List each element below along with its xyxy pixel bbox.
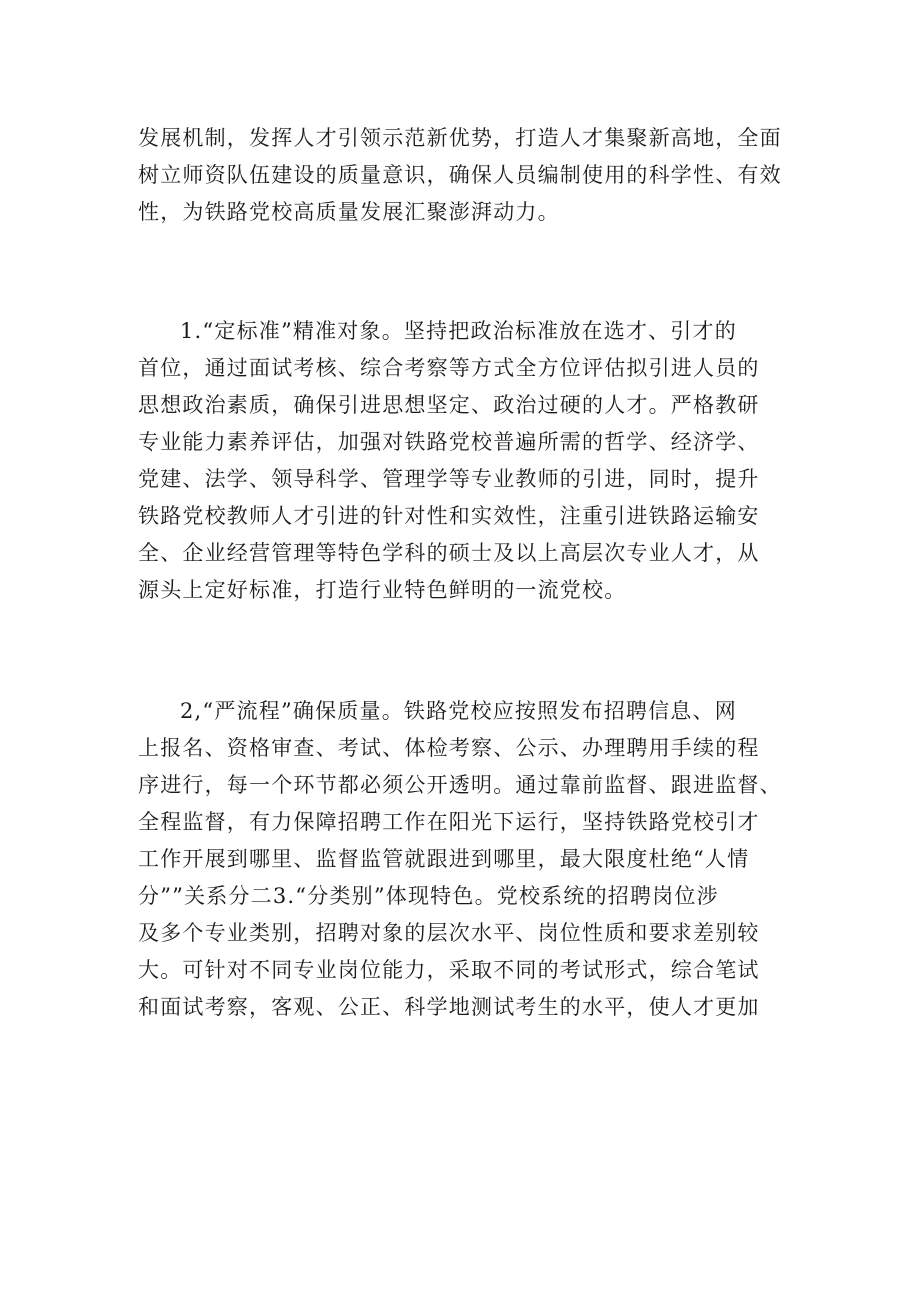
text-line: 1.“定标准”精准对象。坚持把政治标准放在选才、引才的 [180, 319, 737, 343]
text-line: 铁路党校教师人才引进的针对性和实效性，注重引进铁路运输安 [138, 504, 760, 528]
text-line: 性，为铁路党校高质量发展汇聚澎湃动力。 [138, 200, 560, 224]
text-line: 思想政治素质，确保引进思想坚定、政治过硬的人才。严格教研 [138, 393, 760, 417]
text-line: 专业能力素养评估，加强对铁路党校普遍所需的哲学、经济学、 [138, 430, 760, 454]
text-line: 上报名、资格审查、考试、体检考察、公示、办理聘用手续的程 [138, 736, 760, 760]
text-line: 树立师资队伍建设的质量意识，确保人员编制使用的科学性、有效 [138, 163, 782, 187]
text-line: 序进行，每一个环节都必须公开透明。通过靠前监督、跟进监督、 [138, 773, 782, 797]
text-line: 首位，通过面试考核、综合考察等方式全方位评估拟引进人员的 [138, 356, 760, 380]
text-line: 全、企业经营管理等特色学科的硕士及以上高层次专业人才，从 [138, 541, 760, 565]
text-line: 全程监督，有力保障招聘工作在阳光下运行，坚持铁路党校引才 [138, 810, 760, 834]
paragraph-intro [138, 120, 798, 231]
paragraph-process [138, 693, 798, 1026]
text-line: 大。可针对不同专业岗位能力，采取不同的考试形式，综合笔试 [138, 958, 760, 982]
paragraph-standards [138, 313, 798, 609]
text-line: 分””关系分二3.“分类别”体现特色。党校系统的招聘岗位涉 [138, 884, 719, 908]
text-line: 党建、法学、领导科学、管理学等专业教师的引进，同时，提升 [138, 467, 760, 491]
text-line: 及多个专业类别，招聘对象的层次水平、岗位性质和要求差别较 [138, 921, 760, 945]
text-line: 工作开展到哪里、监督监管就跟进到哪里，最大限度杜绝“人情 [138, 847, 750, 871]
text-line: 发展机制，发挥人才引领示范新优势，打造人才集聚新高地，全面 [138, 126, 782, 150]
text-line: 和面试考察，客观、公正、科学地测试考生的水平，使人才更加 [138, 995, 760, 1019]
text-line: 源头上定好标准，打造行业特色鲜明的一流党校。 [138, 578, 627, 602]
text-line: 2,“严流程”确保质量。铁路党校应按照发布招聘信息、网 [180, 699, 737, 723]
